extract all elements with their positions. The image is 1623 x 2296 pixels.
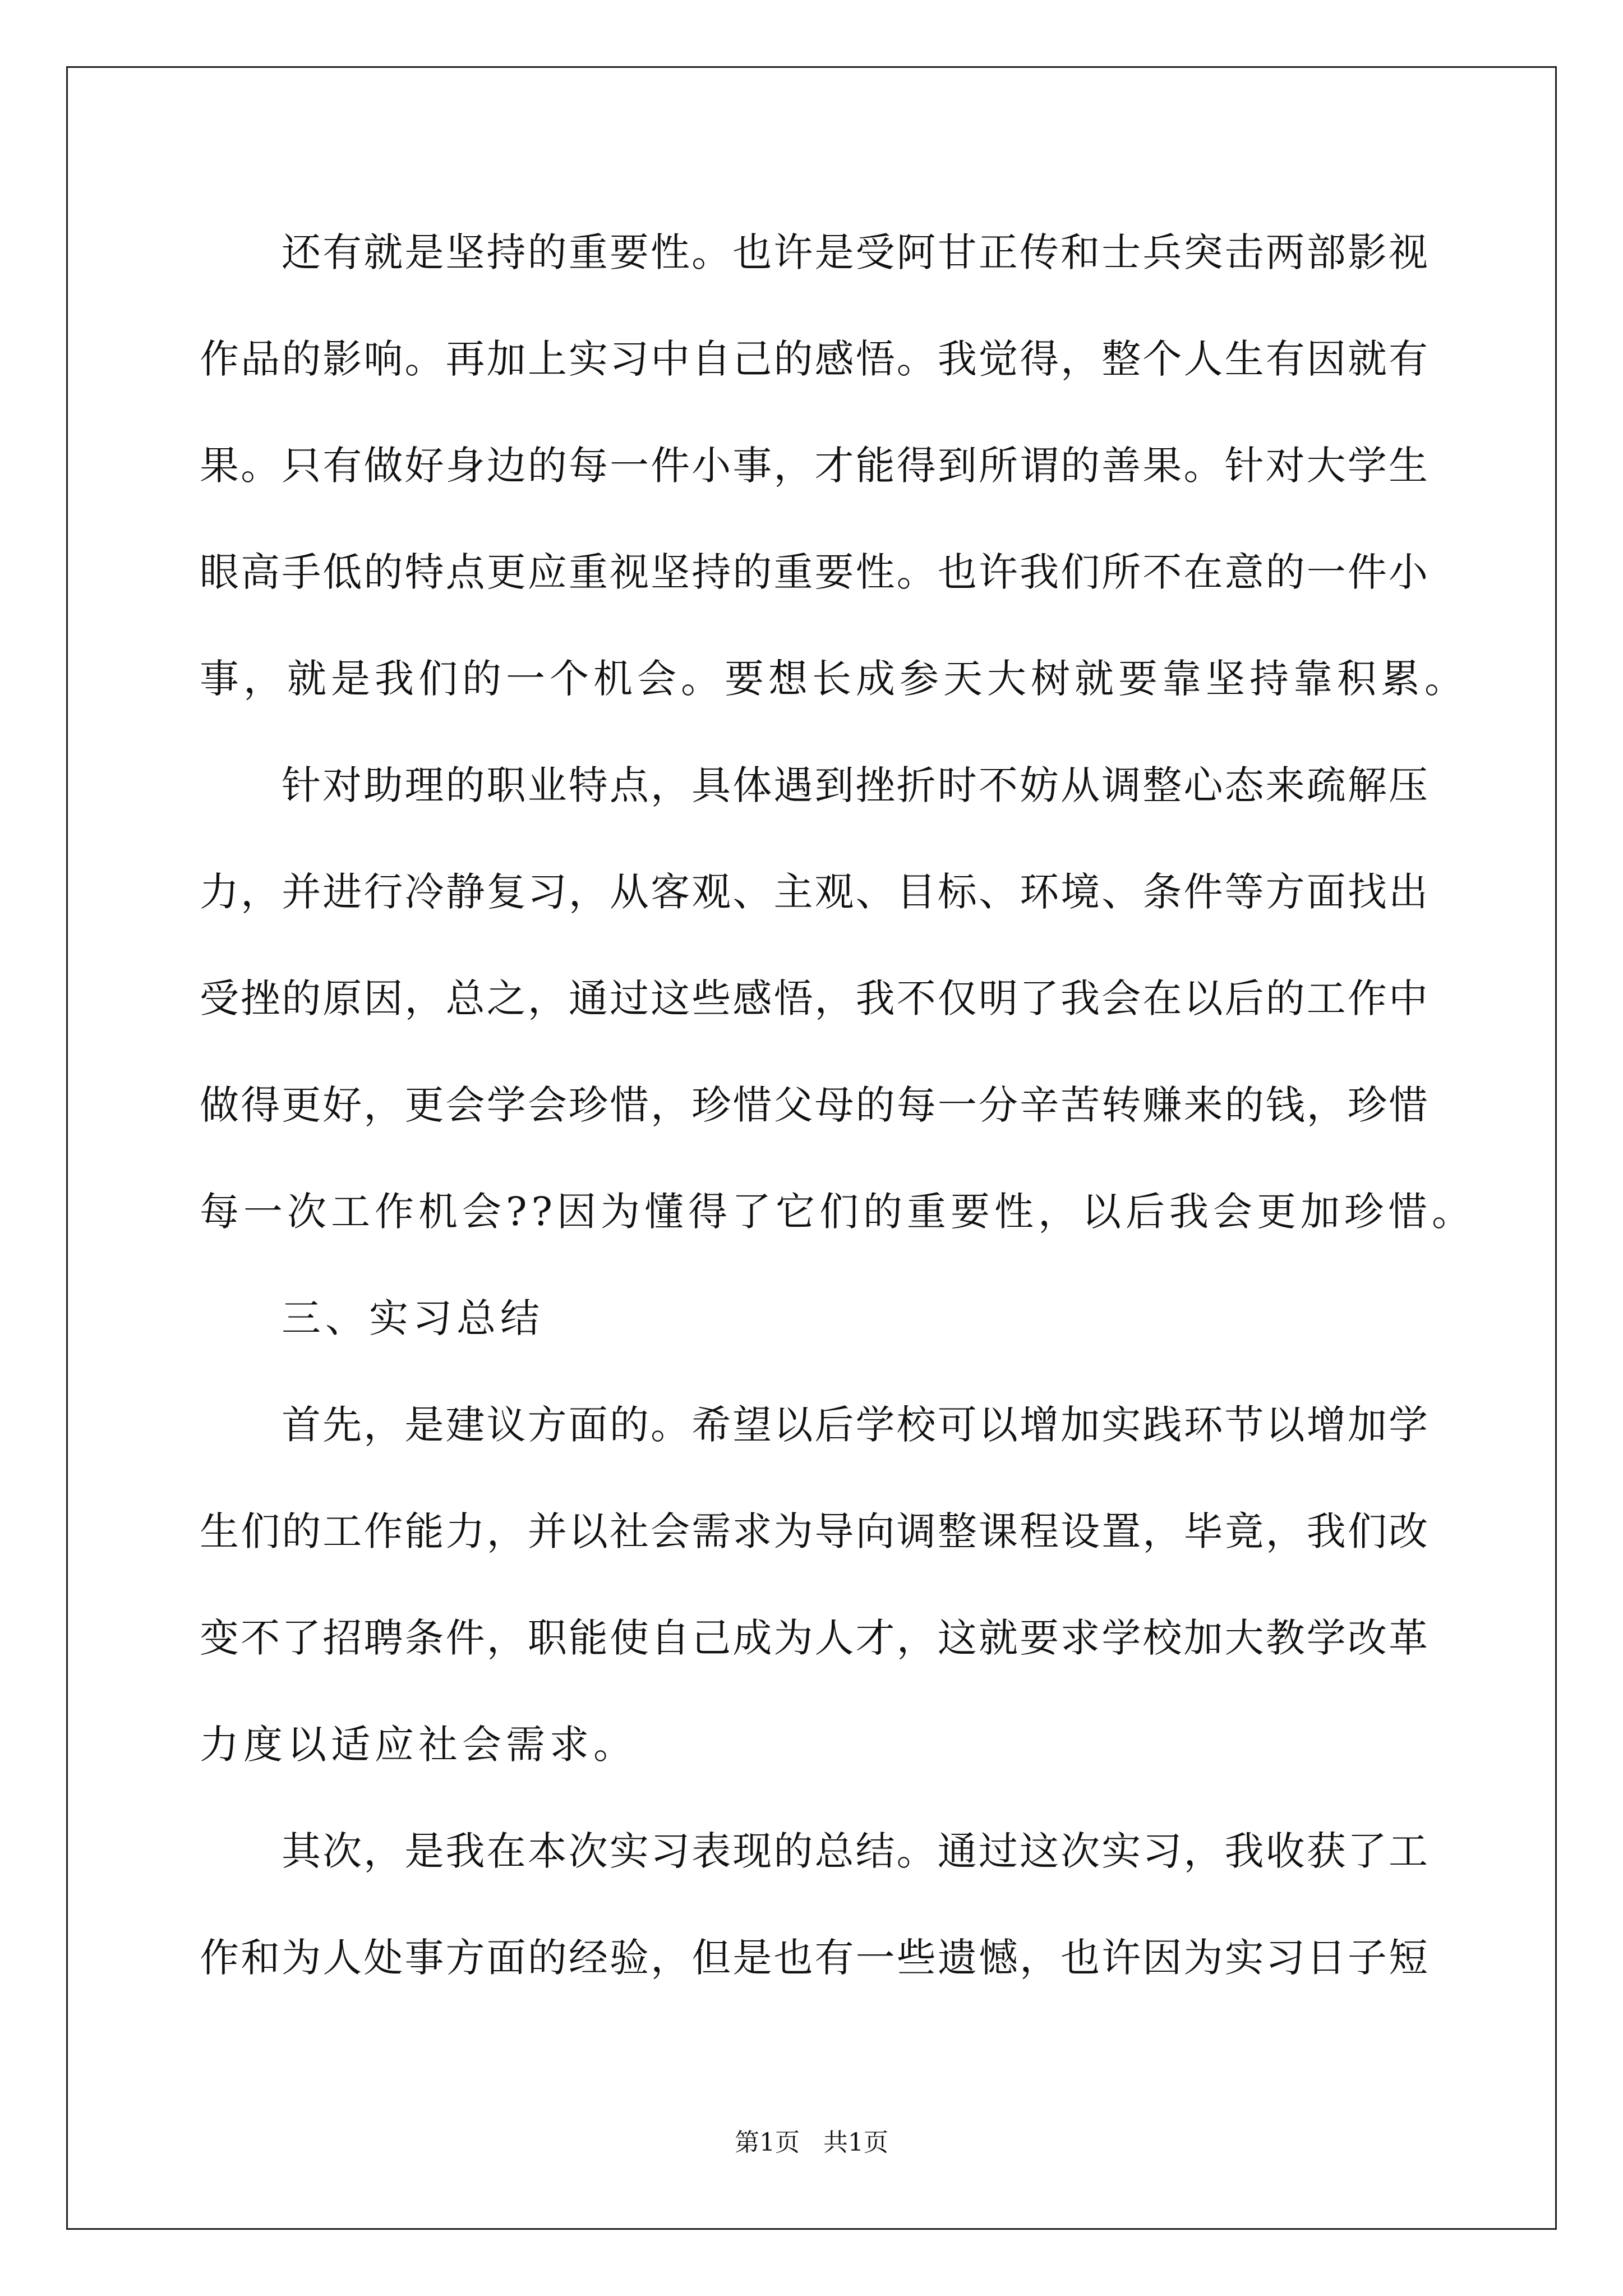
paragraph-line: 作和为人处事方面的经验，但是也有一些遗憾，也许因为实习日子短 xyxy=(200,1935,1428,1981)
paragraph-line: 每一次工作机会??因为懂得了它们的重要性，以后我会更加珍惜。 xyxy=(200,1189,1476,1235)
paragraph-line: 力，并进行冷静复习，从客观、主观、目标、环境、条件等方面找出 xyxy=(200,869,1428,915)
paragraph-line: 受挫的原因，总之，通过这些感悟，我不仅明了我会在以后的工作中 xyxy=(200,976,1428,1022)
page-border xyxy=(66,66,1557,2230)
paragraph-line: 其次，是我在本次实习表现的总结。通过这次实习，我收获了工 xyxy=(282,1828,1428,1874)
paragraph-line: 果。只有做好身边的每一件小事，才能得到所谓的善果。针对大学生 xyxy=(200,443,1428,489)
paragraph-line: 事，就是我们的一个机会。要想长成参天大树就要靠坚持靠积累。 xyxy=(200,656,1468,702)
section-heading: 三、实习总结 xyxy=(282,1295,544,1341)
page-number-footer: 第1页 共1页 xyxy=(735,2128,888,2157)
paragraph-line: 做得更好，更会学会珍惜，珍惜父母的每一分辛苦转赚来的钱，珍惜 xyxy=(200,1082,1428,1128)
paragraph-line: 生们的工作能力，并以社会需求为导向调整课程设置，毕竟，我们改 xyxy=(200,1508,1428,1554)
paragraph-line: 变不了招聘条件，职能使自己成为人才，这就要求学校加大教学改革 xyxy=(200,1615,1428,1661)
paragraph-line: 力度以适应社会需求。 xyxy=(200,1722,637,1768)
paragraph-line: 首先，是建议方面的。希望以后学校可以增加实践环节以增加学 xyxy=(282,1402,1428,1448)
paragraph-line: 眼高手低的特点更应重视坚持的重要性。也许我们所不在意的一件小 xyxy=(200,549,1428,595)
paragraph-line: 还有就是坚持的重要性。也许是受阿甘正传和士兵突击两部影视 xyxy=(282,229,1428,275)
paragraph-line: 作品的影响。再加上实习中自己的感悟。我觉得，整个人生有因就有 xyxy=(200,336,1428,382)
paragraph-line: 针对助理的职业特点，具体遇到挫折时不妨从调整心态来疏解压 xyxy=(282,762,1428,808)
